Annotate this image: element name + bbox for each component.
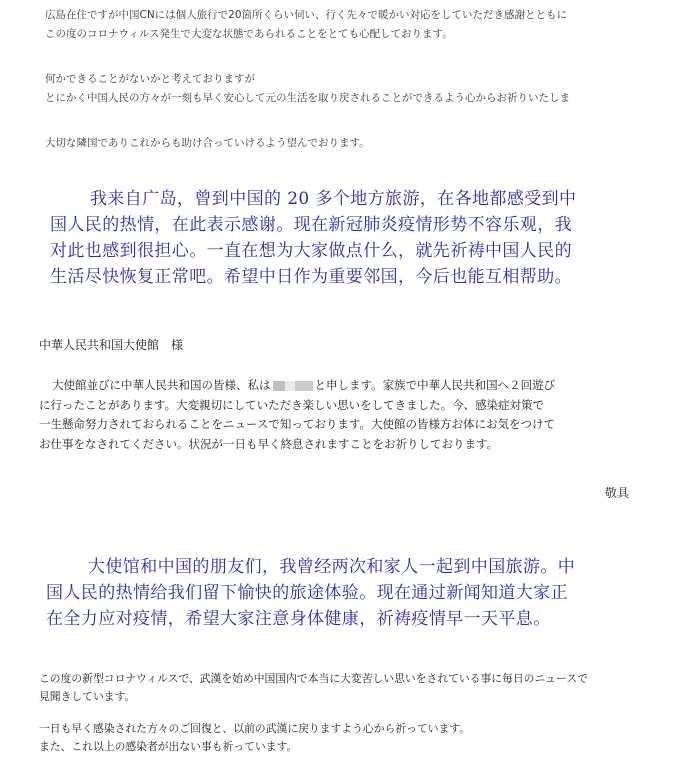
translation-1-line: 我来自广岛，曾到中国的 20 多个地方旅游，在各地都感受到中 xyxy=(90,189,577,209)
letter-3-line: 一日も早く感染された方々のご回復と、以前の武漢に戻りますよう心から祈っています。 xyxy=(39,722,471,735)
letter-3-line: 見聞きしています。 xyxy=(39,690,136,703)
letter-1-line: 何かできることがないかと考えておりますが xyxy=(45,73,255,85)
letter-2 xyxy=(39,376,639,454)
translation-2-line: 大使馆和中国的朋友们，我曾经两次和家人一起到中国旅游。中 xyxy=(88,557,576,577)
redacted-name xyxy=(273,381,313,391)
letter-1-line: とにかく中国人民の方々が一刻も早く安心して元の生活を取り戻されることができるよう心からお祈りいたしま xyxy=(45,92,570,104)
letter-1-line: この度のコロナウィルス発生で大変な状態であられることをとても心配しております。 xyxy=(45,28,453,40)
translation-2-line: 国人民的热情给我们留下愉快的旅途体验。现在通过新闻知道大家正 xyxy=(46,583,568,603)
letter-2-line: お仕事をなされてください。状況が一日も早く終息されますことをお祈りしております。 xyxy=(39,436,499,451)
letter-2-closing: 敬具 xyxy=(604,486,629,500)
translation-2-line: 在全力应对疫情，希望大家注意身体健康，祈祷疫情早一天平息。 xyxy=(46,609,551,629)
letter-3-line: また、これ以上の感染者が出ない事も祈っています。 xyxy=(39,740,298,753)
translation-1-line: 生活尽快恢复正常吧。希望中日作为重要邻国，今后也能互相帮助。 xyxy=(50,267,572,287)
letter-2-salutation: 中華人民共和国大使館 様 xyxy=(39,338,184,352)
letter-1-line: 広島在住ですが中国CNには個人旅行で20箇所くらい伺い、行く先々で暖かい対応をしていただき感謝とともに xyxy=(45,9,568,21)
letter-2-line1-before: 大使館並びに中華人民共和国の皆様、私は xyxy=(52,378,271,392)
letter-1 xyxy=(45,6,570,153)
letter-2-line: 一生懸命努力されておられることをニュースで知っております。大使館の皆様方お体にお気をつけて xyxy=(39,417,555,431)
letter-2-line xyxy=(39,376,639,396)
translation-2 xyxy=(0,554,675,632)
translation-1-line: 对此也感到很担心。一直在想为大家做点什么，就先祈祷中国人民的 xyxy=(50,241,572,261)
letter-3 xyxy=(39,670,588,756)
letter-2-line1-after: と申します。家族で中華人民共和国へ２回遊び xyxy=(314,378,556,392)
translation-1 xyxy=(0,186,675,290)
translation-1-line: 国人民的热情，在此表示感谢。现在新冠肺炎疫情形势不容乐观，我 xyxy=(50,215,572,235)
letter-3-line: この度の新型コロナウィルスで、武漢を始め中国国内で本当に大変苦しい思いをされている事に毎日のニュースで xyxy=(39,672,588,685)
letter-2-line: に行ったことがあります。大変親切にしていただき楽しい思いをしてきました。今、感染症対策で xyxy=(39,397,545,412)
letter-1-line: 大切な隣国でありこれからも助け合っていけるよう望んでおります。 xyxy=(45,137,370,149)
